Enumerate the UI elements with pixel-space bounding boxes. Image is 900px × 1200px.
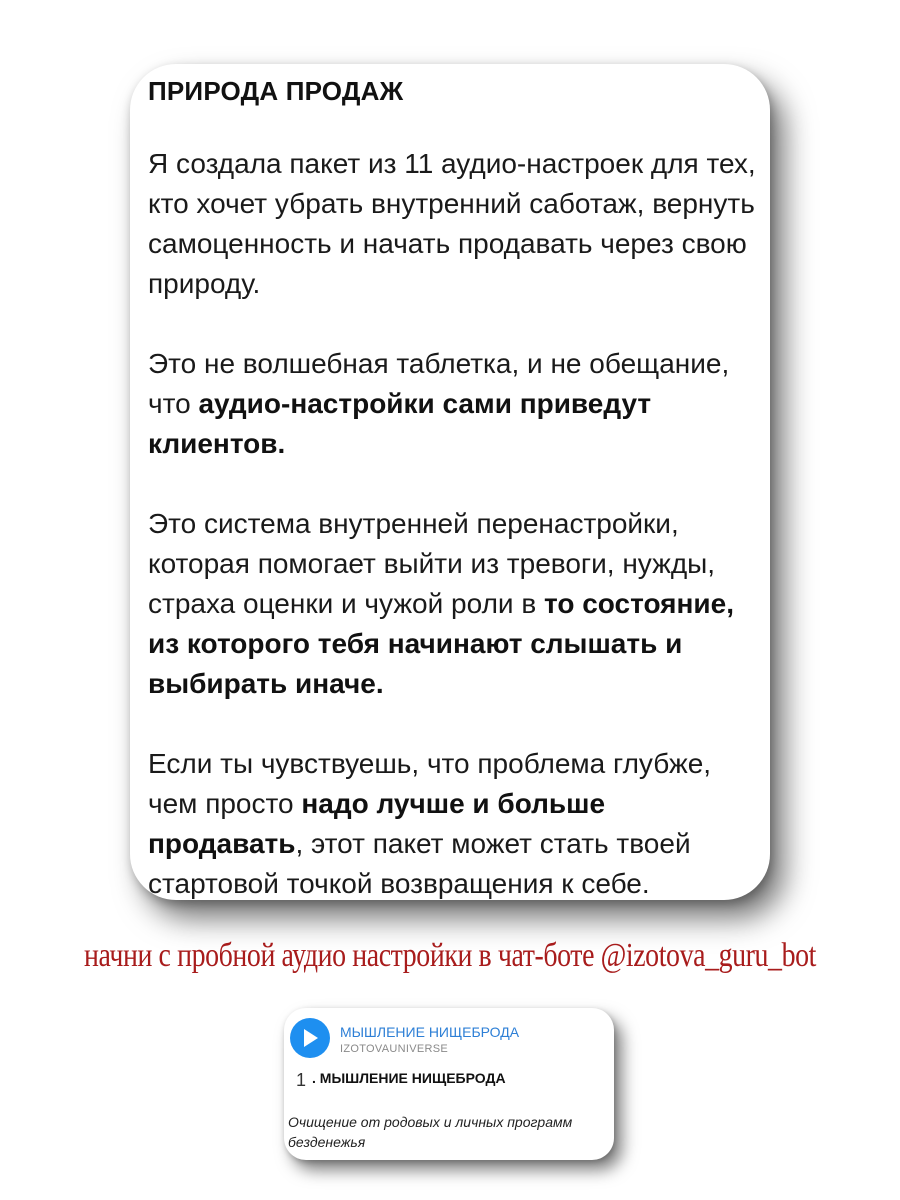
paragraph-4-text: Если ты чувствуешь, что проблема глубже, чем просто <box>148 748 712 819</box>
bot-call-to-action: начни с пробной аудио настройки в чат-боте @izotova_guru_bot <box>83 937 816 974</box>
paragraph-2-text: Это не волшебная таблетка, и не обещание, что <box>148 348 730 419</box>
paragraph-1: Я создала пакет из 11 аудио-настроек для тех, кто хочет убрать внутренний саботаж, вернуть самоценность и начать продавать через свою природу. <box>148 148 756 299</box>
paragraph-3-text: Это система внутренней перенастройки, которая помогает выйти из тревоги, нужды, страха оценки и чужой роли в <box>148 508 716 619</box>
paragraph-4-text-end: , этот пакет может стать твоей стартовой точкой возвращения к себе. <box>148 828 691 899</box>
post-title: ПРИРОДА ПРОДАЖ <box>148 76 404 106</box>
play-icon <box>301 1028 319 1048</box>
audio-author: IZOTOVAUNIVERSE <box>340 1043 449 1055</box>
paragraph-2 <box>148 344 758 464</box>
paragraph-4 <box>148 744 758 900</box>
track-number: 1 <box>296 1070 307 1090</box>
paragraph-3 <box>148 504 758 704</box>
paragraph-4-bold: надо лучше и больше продавать <box>148 788 606 859</box>
post-card <box>130 64 770 900</box>
audio-title[interactable]: МЫШЛЕНИЕ НИЩЕБРОДА <box>340 1024 520 1040</box>
audio-track-card[interactable] <box>284 1008 614 1160</box>
post-body <box>148 74 758 900</box>
paragraph-3-bold: то состояние, из которого тебя начинают слышать и выбирать иначе. <box>148 588 734 699</box>
paragraph-2-bold: аудио-настройки сами приведут клиентов. <box>148 388 652 459</box>
track-description: Очищение от родовых и личных программ безденежья <box>288 1114 573 1150</box>
track-name: . МЫШЛЕНИЕ НИЩЕБРОДА <box>312 1070 506 1086</box>
play-button[interactable] <box>290 1018 330 1058</box>
